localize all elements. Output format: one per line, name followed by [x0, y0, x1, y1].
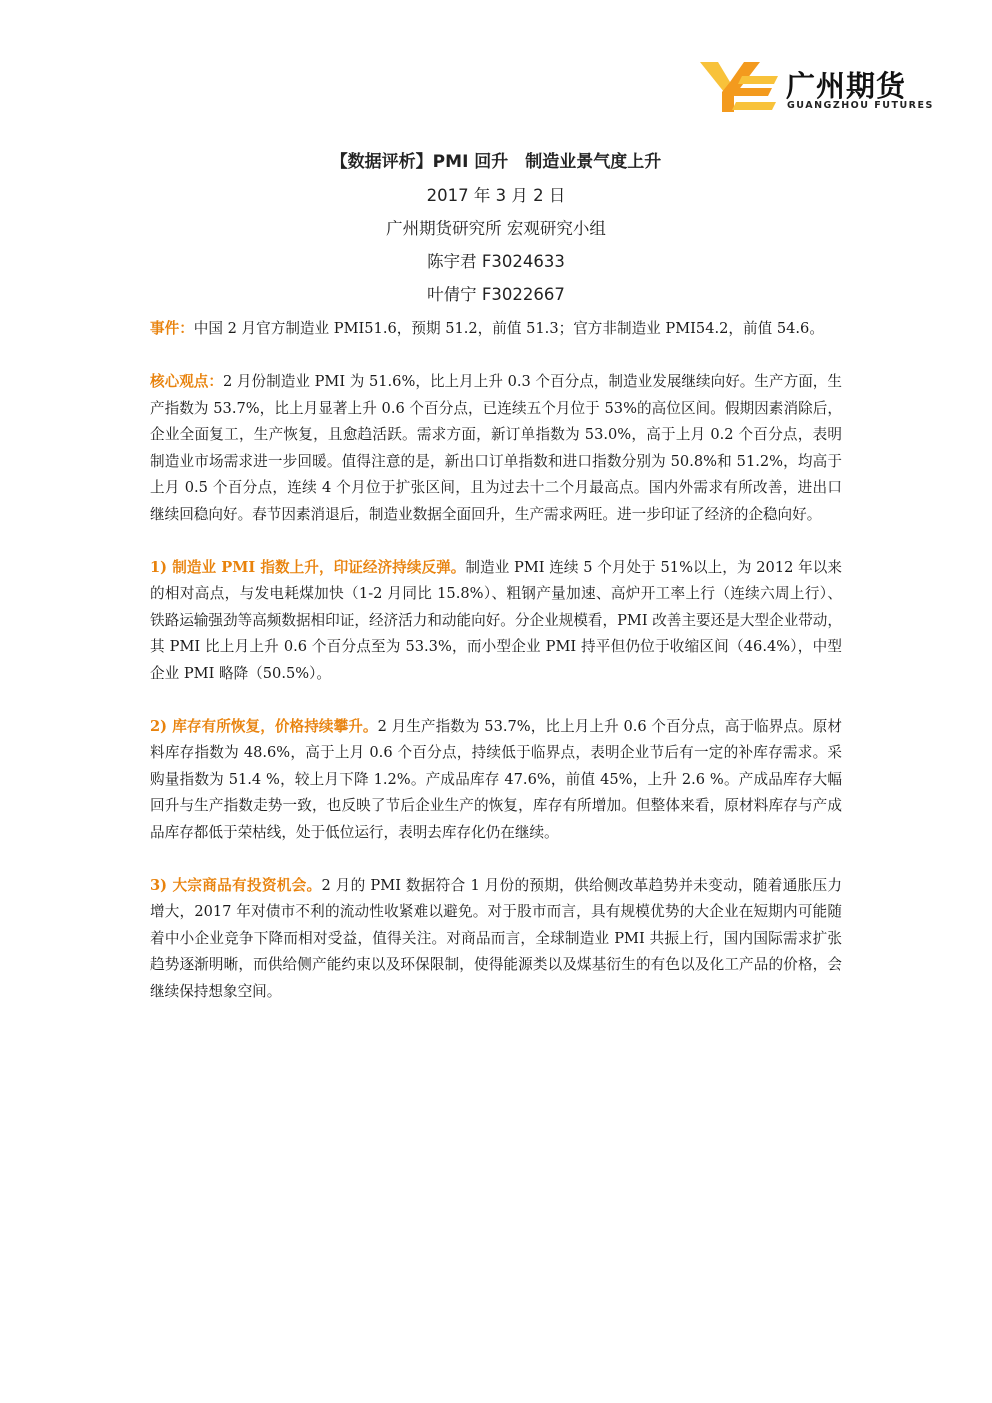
core-view-paragraph [150, 369, 842, 528]
point-3-text: 2 月的 PMI 数据符合 1 月份的预期，供给侧改革趋势并未变动，随着通胀压力增大，2017 年对债市不利的流动性收紧难以避免。对于股市而言，具有规模优势的大企业在短期内可能随着中小企业竞争下降而相对受益，值得关注。对商品而言，全球制造业 PMI 共振上行，国内国际需求扩张趋势逐渐明晰，而供给侧产能约束以及环保限制，使得能源类以及煤基衍生的有色以及化工产品的价格，会继续保持想象空间。 [150, 876, 842, 1000]
report-author: 叶倩宁 F3022667 [427, 285, 565, 304]
logo-english-name: GUANGZHOU FUTURES [787, 100, 934, 111]
event-text: 中国 2 月官方制造业 PMI51.6，预期 51.2，前值 51.3；官方非制造业 PMI54.2，前值 54.6。 [193, 320, 824, 337]
core-view-lead: 核心观点： [150, 373, 223, 390]
point-3-lead: 3) 大宗商品有投资机会。 [150, 876, 322, 894]
report-date: 2017 年 3 月 2 日 [426, 186, 566, 205]
report-header [150, 146, 842, 311]
point-1-paragraph [150, 555, 842, 688]
event-lead: 事件： [150, 320, 194, 337]
report-organization: 广州期货研究所 宏观研究小组 [386, 219, 606, 238]
point-1-text: 制造业 PMI 连续 5 个月处于 51%以上，为 2012 年以来的相对高点，与发电耗煤加快（1-2 月同比 15.8%）、粗钢产量加速、高炉开工率上行（连续六周上行）、铁路运输强劲等高频数据相印证，经济活力和动能向好。分企业规模看，PMI 改善主要还是大型企业带动，其 PMI 比上月上升 0.6 个百分点至为 53.3%，而小型企业 PMI 持平但仍位于收缩区间（46.4%），中型企业 PMI 略降（50.5%）。 [150, 558, 842, 682]
core-view-text: 2 月份制造业 PMI 为 51.6%，比上月上升 0.3 个百分点，制造业发展继续向好。生产方面，生产指数为 53.7%，比上月显著上升 0.6 个百分点，已连续五个月位于 53%的高位区间。假期因素消除后，企业全面复工，生产恢复，且愈趋活跃。需求方面，新订单指数为 53.0%，高于上月 0.2 个百分点，表明制造业市场需求进一步回暖。值得注意的是，新出口订单指数和进口指数分别为 50.8%和 51.2%，均高于上月 0.5 个百分点，连续 4 个月位于扩张区间，且为过去十二个月最高点。国内外需求有所改善，进出口继续回稳向好。春节因素消退后，制造业数据全面回升，生产需求两旺。进一步印证了经济的企稳向好。 [150, 373, 842, 523]
report-body [150, 316, 842, 1032]
point-1-lead: 1) 制造业 PMI 指数上升，印证经济持续反弹。 [150, 558, 466, 576]
report-title: 【数据评析】PMI 回升 制造业景气度上升 [330, 152, 662, 172]
report-author: 陈宇君 F3024633 [427, 252, 565, 271]
logo-chinese-name: 广州期货 [786, 69, 907, 103]
company-logo [700, 62, 934, 116]
point-3-paragraph [150, 873, 842, 1006]
point-2-text: 2 月生产指数为 53.7%，比上月上升 0.6 个百分点，高于临界点。原材料库存指数为 48.6%，高于上月 0.6 个百分点，持续低于临界点，表明企业节后有一定的补库存需求。采购量指数为 51.4 %，较上月下降 1.2%。产成品库存 47.6%，前值 45%，上升 2.6 %。产成品库存大幅回升与生产指数走势一致，也反映了节后企业生产的恢复，库存有所增加。但整体来看，原材料库存与产成品库存都低于荣枯线，处于低位运行，表明去库存化仍在继续。 [150, 717, 842, 841]
point-2-lead: 2) 库存有所恢复，价格持续攀升。 [150, 717, 378, 735]
point-2-paragraph [150, 714, 842, 847]
ye-logo-icon [700, 62, 778, 112]
event-paragraph [150, 316, 842, 343]
